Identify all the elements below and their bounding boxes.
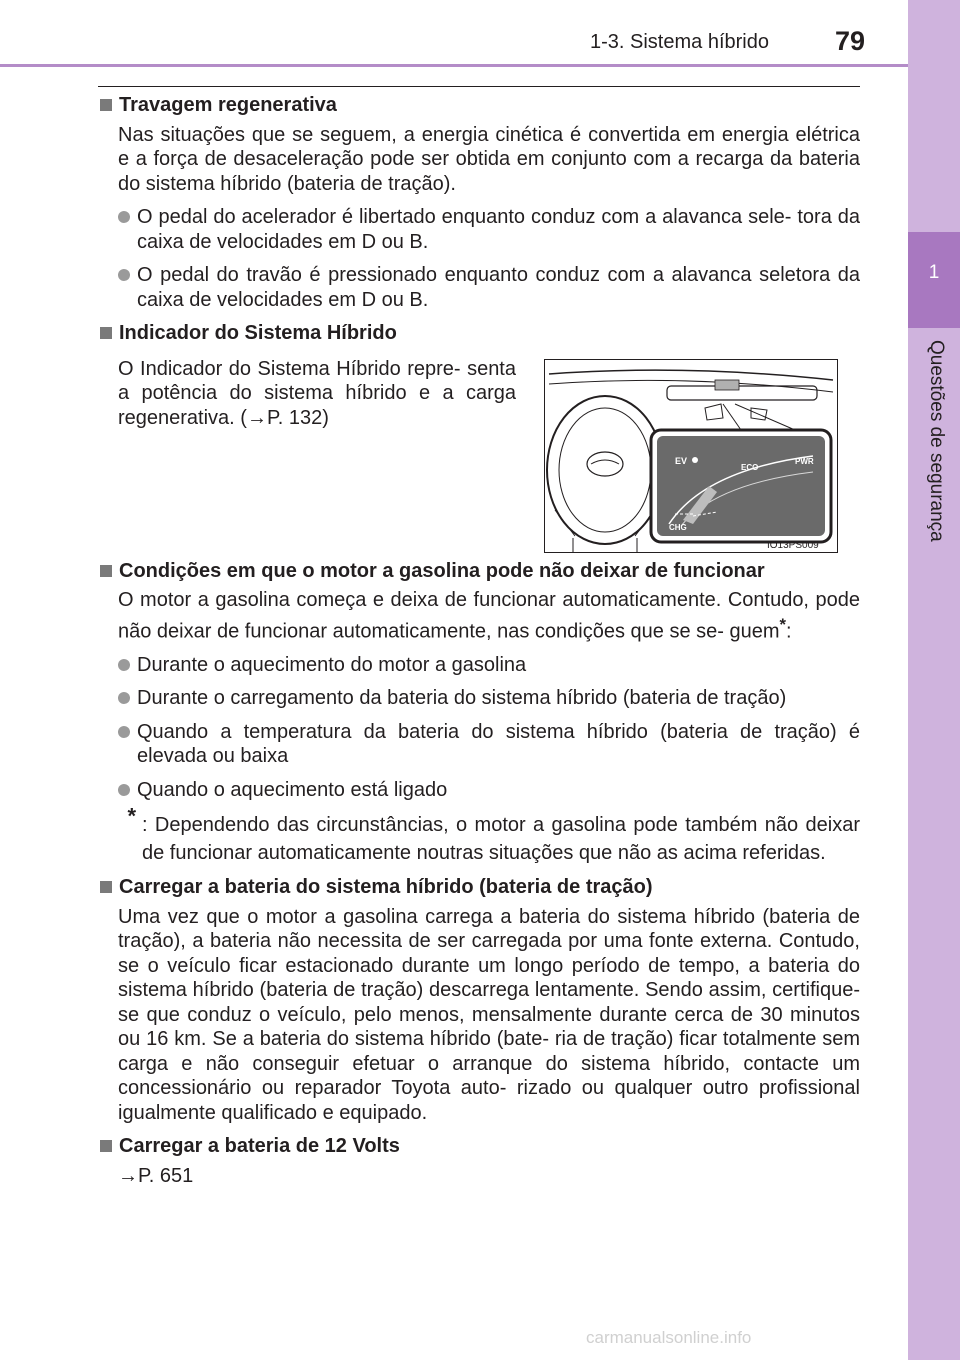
- header-section-title: 1-3. Sistema híbrido: [590, 31, 769, 53]
- round-bullet-icon: [118, 211, 130, 223]
- round-bullet-icon: [118, 269, 130, 281]
- list-item: [118, 205, 860, 254]
- page-reference: →P. 651: [118, 1164, 194, 1187]
- gauge-label: CHG: [669, 522, 687, 532]
- watermark: carmanualsonline.info: [586, 1328, 752, 1347]
- engine-body-end: :: [786, 620, 792, 643]
- section-heading-engine: [98, 559, 860, 584]
- engine-body: [118, 588, 860, 644]
- dashboard-drawing: [545, 360, 837, 552]
- gauge-label: ECO: [741, 462, 759, 472]
- page-content: [98, 93, 860, 1197]
- footnote-marker: [98, 803, 142, 867]
- list-item-text: Quando a temperatura da bateria do sistema híbrido (bateria de tração) é elevada ou baixa: [137, 720, 860, 768]
- side-tab-bar: [908, 0, 960, 1360]
- list-item: [118, 653, 860, 678]
- list-item: [118, 686, 860, 711]
- engine-body-text: O motor a gasolina começa e deixa de funcionar automaticamente. Contudo, pode não deixar de funcionar automaticamente, nas condições que se se- guem: [118, 589, 860, 643]
- square-bullet-icon: [100, 1140, 112, 1152]
- section-heading-regen: [98, 93, 860, 118]
- heading-text: Carregar a bateria de 12 Volts: [119, 1135, 400, 1158]
- section-heading-charge: [98, 875, 860, 900]
- hybrid-indicator-illustration: [544, 359, 838, 553]
- footnote-text: : Dependendo das circunstâncias, o motor a gasolina pode também não deixar de funcionar automaticamente noutras situações que não as acima referidas.: [142, 814, 860, 865]
- list-item-text: O pedal do acelerador é libertado enquanto conduz com a alavanca sele- tora da caixa de velocidades em D ou B.: [137, 206, 860, 253]
- regen-body: Nas situações que se seguem, a energia cinética é convertida em energia elétrica e a força de desaceleração pode ser obtida em conjunto com a recarga da bateria do sistema híbrido (bateria de tração).: [118, 123, 860, 195]
- square-bullet-icon: [100, 327, 112, 339]
- round-bullet-icon: [118, 726, 130, 738]
- side-tab-number: 1: [928, 262, 940, 283]
- round-bullet-icon: [118, 659, 130, 671]
- illustration-code: IO13PS009: [767, 539, 819, 551]
- round-bullet-icon: [118, 784, 130, 796]
- list-item: [118, 263, 860, 312]
- gauge-label: PWR: [795, 456, 814, 466]
- list-item-text: Quando o aquecimento está ligado: [137, 778, 448, 801]
- square-bullet-icon: [100, 99, 112, 111]
- square-bullet-icon: [100, 881, 112, 893]
- header-rule: [0, 64, 908, 67]
- heading-text: Travagem regenerativa: [119, 94, 337, 116]
- heading-text: Condições em que o motor a gasolina pode não deixar de funcionar: [119, 559, 765, 582]
- heading-text: Indicador do Sistema Híbrido: [119, 322, 397, 344]
- asterisk-marker: *: [779, 614, 786, 634]
- list-item: [118, 720, 860, 769]
- asterisk-marker: *: [127, 803, 136, 829]
- list-item: [118, 778, 860, 803]
- list-item-text: Durante o aquecimento do motor a gasolina: [137, 653, 527, 676]
- indicator-block: [118, 351, 860, 551]
- gauge-label: EV: [675, 455, 688, 466]
- round-bullet-icon: [118, 692, 130, 704]
- heading-text: Carregar a bateria do sistema híbrido (bateria de tração): [119, 876, 653, 899]
- top-rule: [98, 86, 860, 87]
- page-number: 79: [835, 26, 866, 56]
- indicator-body: O Indicador do Sistema Híbrido repre- senta a potência do sistema híbrido e a carga regenerativa. (→P. 132): [118, 357, 516, 429]
- charge-body: Uma vez que o motor a gasolina carrega a bateria do sistema híbrido (bateria de tração), a bateria não necessita de ser carregada por uma fonte externa. Contudo, se o veículo ficar estacionado durante um longo período de tempo, a bateria do sistema híbrido (bateria de tração) descarrega lentamente. Sendo assim, certifique-se que conduz o veículo, pelo menos, mensalmente durante cerca de 30 minutos ou 16 km. Se a bateria do sistema híbrido (bate- ria de tração) ficar totalmente sem carga e não conseguir efetuar o arranque do sistema híbrido, contacte um concessionário ou reparador Toyota auto- rizado ou qualquer outro profissional igualmente qualificado e equipado.: [118, 905, 860, 1124]
- square-bullet-icon: [100, 565, 112, 577]
- section-heading-indicator: [98, 321, 860, 346]
- footnote: [98, 803, 860, 867]
- list-item-text: Durante o carregamento da bateria do sistema híbrido (bateria de tração): [137, 687, 787, 710]
- section-heading-12v: [98, 1134, 860, 1159]
- list-item-text: O pedal do travão é pressionado enquanto conduz com a alavanca seletora da caixa de velocidades em D ou B.: [137, 264, 860, 311]
- side-tab-label: Questões de segurança: [926, 340, 947, 542]
